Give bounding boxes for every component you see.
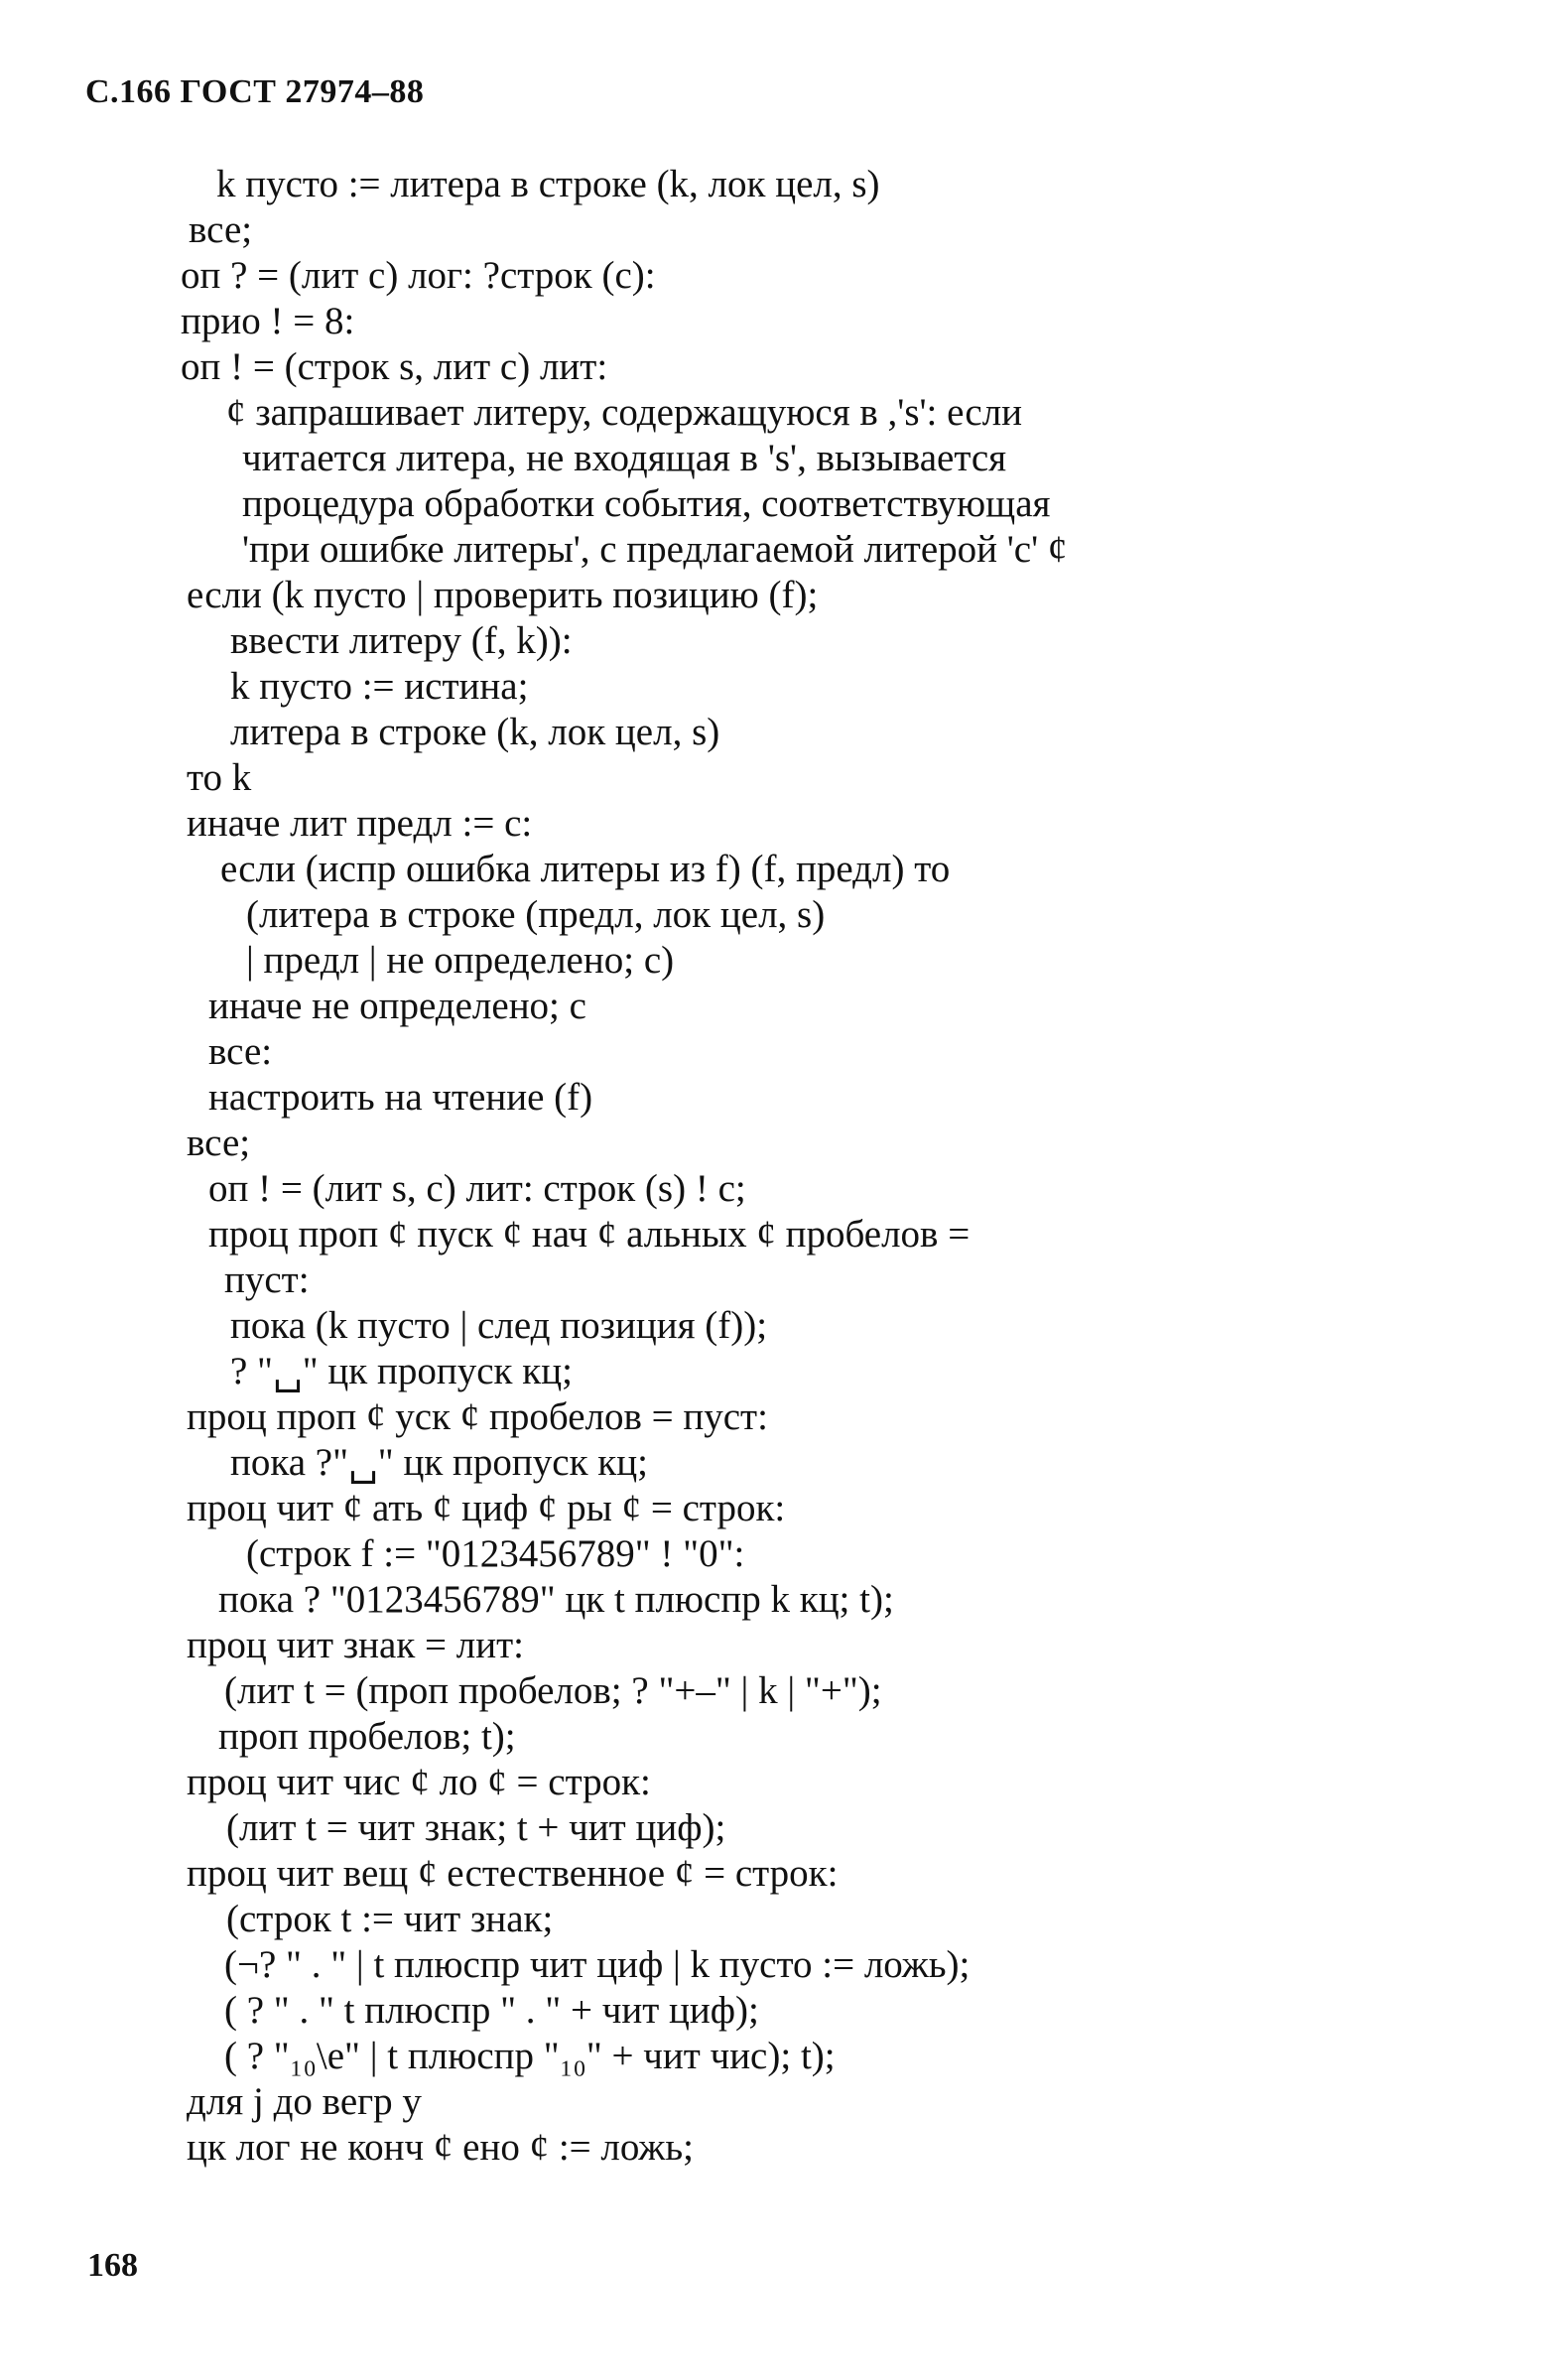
- code-line: все;: [189, 208, 253, 251]
- code-line: проц чит чис ¢ ло ¢ = строк:: [187, 1761, 651, 1803]
- code-line: (¬? " . " | t плюспр чит циф | k пусто := ложь);: [224, 1943, 971, 1986]
- code-line: иначе лит предл := с:: [187, 802, 533, 845]
- code-line: k пусто := литера в строке (k, лок цел, s): [216, 163, 880, 205]
- code-line: цк лог не конч ¢ ено ¢ := ложь;: [187, 2126, 694, 2169]
- code-line: проп пробелов; t);: [218, 1715, 516, 1758]
- code-line: иначе не определено; с: [208, 985, 586, 1027]
- code-line: читается литера, не входящая в 's', вызывается: [242, 437, 1007, 479]
- code-line: ¢ запрашивает литеру, содержащуюся в ,'s': если: [226, 391, 1023, 434]
- code-line: (строк f := "0123456789" ! "0":: [246, 1532, 745, 1575]
- code-line: 'при ошибке литеры', с предлагаемой литерой 'с' ¢: [242, 528, 1068, 571]
- code-line: литера в строке (k, лок цел, s): [230, 711, 720, 753]
- code-line: проц чит ¢ ать ¢ циф ¢ ры ¢ = строк:: [187, 1487, 786, 1529]
- code-line: проц чит вещ ¢ естественное ¢ = строк:: [187, 1852, 839, 1895]
- code-line: пока ? "0123456789" цк t плюспр k кц; t);: [218, 1578, 894, 1621]
- code-line: ? "␣" цк пропуск кц;: [230, 1350, 573, 1392]
- page-header: С.166 ГОСТ 27974–88: [85, 73, 425, 110]
- code-line: пуст:: [224, 1258, 310, 1301]
- code-line: если (k пусто | проверить позицию (f);: [187, 574, 819, 616]
- code-line: ввести литеру (f, k)):: [230, 619, 573, 662]
- code-line: (лит t = чит знак; t + чит циф);: [226, 1806, 726, 1849]
- code-line: пока ?"␣" цк пропуск кц;: [230, 1441, 648, 1484]
- code-line: прио ! = 8:: [181, 300, 355, 342]
- code-line: оп ! = (строк s, лит с) лит:: [181, 345, 608, 388]
- code-line: оп ? = (лит с) лог: ?строк (с):: [181, 254, 656, 297]
- code-line: все:: [208, 1030, 273, 1073]
- code-line: для j до вегр у: [187, 2080, 422, 2123]
- code-line: ( ? " . " t плюспр " . " + чит циф);: [224, 1989, 759, 2032]
- code-line: (литера в строке (предл, лок цел, s): [246, 893, 826, 936]
- code-line: все;: [187, 1122, 251, 1164]
- code-line: оп ! = (лит s, с) лит: строк (s) ! с;: [208, 1167, 746, 1210]
- code-line: ( ? "₁₀\e" | t плюспр "₁₀" + чит чис); t);: [224, 2035, 836, 2077]
- code-line: проц чит знак = лит:: [187, 1624, 525, 1666]
- code-line: если (испр ошибка литеры из f) (f, предл) то: [220, 848, 951, 890]
- code-line: проц проп ¢ уск ¢ пробелов = пуст:: [187, 1395, 768, 1438]
- code-line: настроить на чтение (f): [208, 1076, 593, 1119]
- code-line: (строк t := чит знак;: [226, 1898, 554, 1940]
- code-line: пока (k пусто | след позиция (f));: [230, 1304, 768, 1347]
- code-line: | предл | не определено; с): [246, 939, 675, 982]
- code-line: проц проп ¢ пуск ¢ нач ¢ альных ¢ пробелов =: [208, 1213, 971, 1256]
- code-line: то k: [187, 756, 252, 799]
- code-line: (лит t = (проп пробелов; ? "+–" | k | "+");: [224, 1669, 882, 1712]
- code-line: k пусто := истина;: [230, 665, 529, 708]
- code-line: процедура обработки события, соответствующая: [242, 482, 1051, 525]
- page-number: 168: [87, 2247, 138, 2284]
